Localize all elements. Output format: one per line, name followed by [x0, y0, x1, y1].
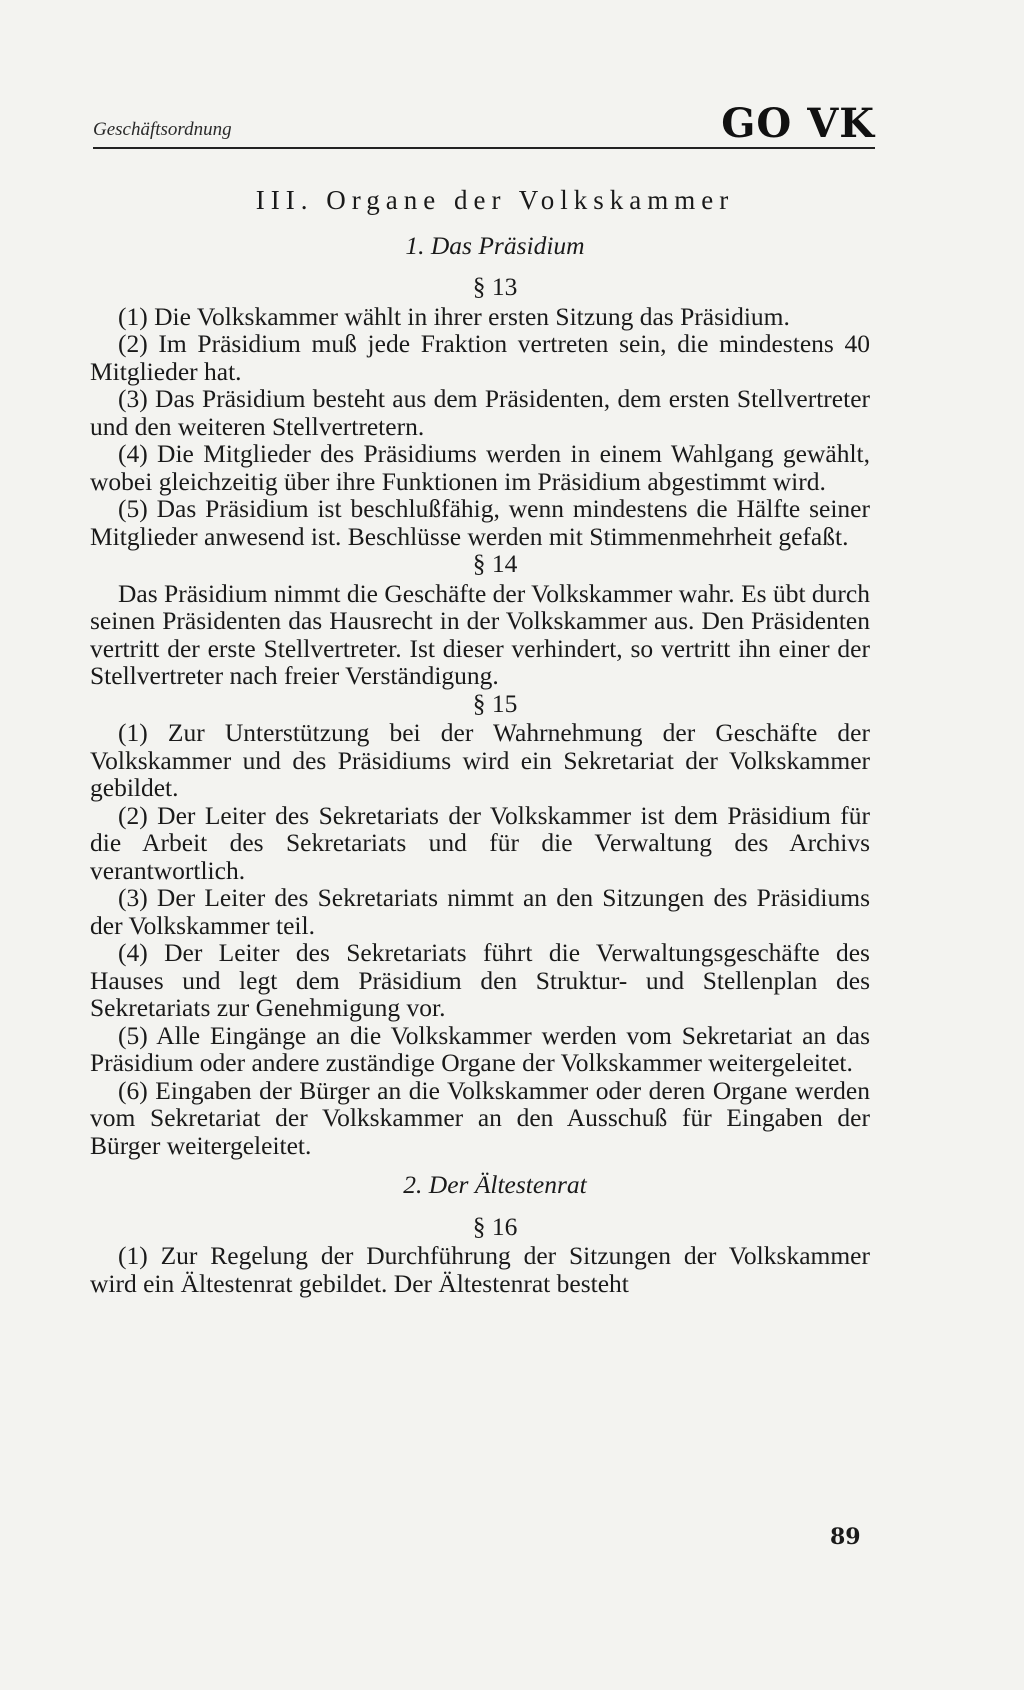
paragraph-15-clause-1: (1) Zur Unterstützung bei der Wahrnehmung der Geschäfte der Volkskammer und des Präsidiums wird ein Sekretariat der Volkskammer gebildet. [90, 718, 870, 802]
paragraph-15-clause-5: (5) Alle Eingänge an die Volkskammer werden vom Sekretariat an das Präsidium oder andere zuständige Organe der Volkskammer weitergeleitet. [90, 1020, 870, 1077]
paragraph-13-clause-3: (3) Das Präsidium besteht aus dem Präsidenten, dem ersten Stellvertreter und den weiteren Stellvertretern. [90, 384, 870, 441]
paragraph-13-clause-5: (5) Das Präsidium ist beschlußfähig, wenn mindestens die Hälfte seiner Mitglieder anwesend ist. Beschlüsse werden mit Stimmenmehrheit gefaßt. [90, 494, 870, 551]
paragraph-15-clause-2: (2) Der Leiter des Sekretariats der Volkskammer ist dem Präsidium für die Arbeit des Sekretariats und für die Verwaltung des Archivs verantwortlich. [90, 800, 870, 885]
paragraph-15-clause-3: (3) Der Leiter des Sekretariats nimmt an den Sitzungen des Präsidiums der Volkskammer teil. [90, 883, 870, 940]
paragraph-15-clause-4: (4) Der Leiter des Sekretariats führt die Verwaltungsgeschäfte des Hauses und legt dem Präsidium den Struktur- und Stellenplan des Sekretariats zur Genehmigung vor. [90, 938, 870, 1022]
paragraph-13-clause-1: (1) Die Volkskammer wählt in ihrer ersten Sitzung das Präsidium. [118, 301, 790, 331]
paragraph-mark-14: § 14 [472, 549, 518, 578]
running-head-abbreviation: GO VK [721, 100, 875, 147]
paragraph-13-clause-4: (4) Die Mitglieder des Präsidiums werden in einem Wahlgang gewählt, wobei gleichzeitig über ihre Funktionen im Präsidium abgestimmt wird. [90, 439, 870, 496]
running-head [93, 100, 875, 149]
page-body [90, 187, 870, 1297]
paragraph-13-clause-2: (2) Im Präsidium muß jede Fraktion vertreten sein, die mindestens 40 Mitglieder hat. [90, 329, 870, 386]
page-number: 89 [830, 1524, 861, 1550]
paragraph-14-text: Das Präsidium nimmt die Geschäfte der Volkskammer wahr. Es übt durch seinen Präsidenten das Hausrecht in der Volkskammer aus. Den Präsidenten vertritt der erste Stellvertreter. Ist dieser verhindert, so vertritt ihn einer der Stellvertreter nach freier Verständigung. [90, 578, 870, 690]
part-title: III. Organe der Volkskammer [255, 185, 735, 215]
paragraph-mark-13: § 13 [472, 272, 518, 301]
paragraph-mark-16: § 16 [472, 1211, 518, 1241]
header-rule [93, 147, 875, 149]
running-head-title: Geschäftsordnung [93, 119, 232, 140]
paragraph-16-clause-1: (1) Zur Regelung der Durchführung der Sitzungen der Volkskammer wird ein Ältestenrat gebildet. Der Ältestenrat besteht [90, 1241, 870, 1298]
paragraph-mark-15: § 15 [472, 688, 518, 718]
paragraph-15-clause-6: (6) Eingaben der Bürger an die Volkskammer oder deren Organe werden vom Sekretariat der Volkskammer an den Ausschuß für Eingaben der Bürger weitergeleitet. [90, 1075, 870, 1160]
section-title-praesidium: 1. Das Präsidium [405, 230, 585, 260]
section-title-aeltestenrat: 2. Der Ältestenrat [403, 1170, 587, 1199]
